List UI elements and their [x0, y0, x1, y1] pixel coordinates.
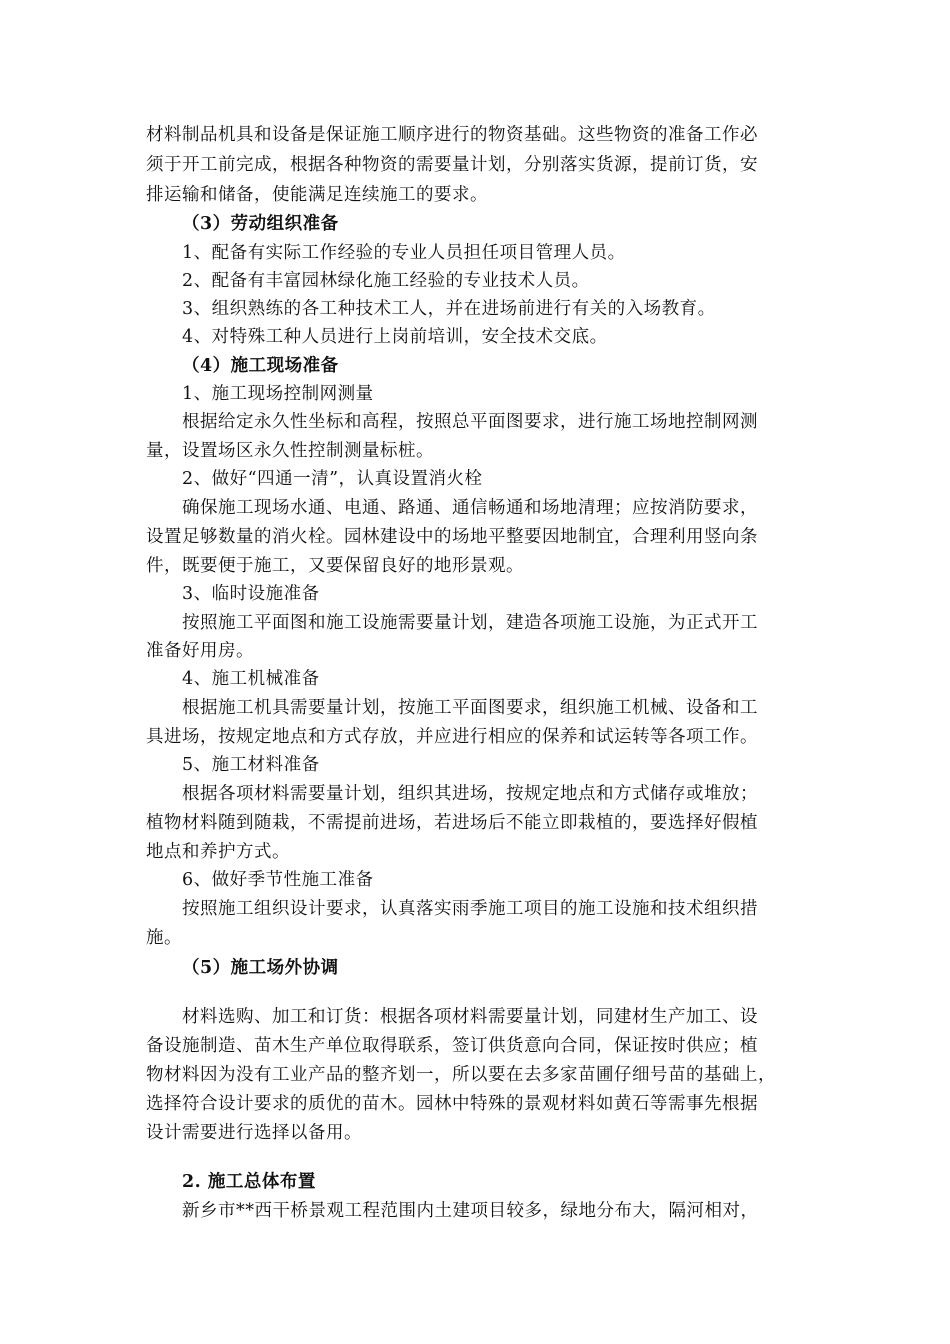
paragraph-line: 设置足够数量的消火栓。园林建设中的场地平整要因地制宜，合理利用竖向条	[146, 527, 758, 547]
subheading: 4、施工机械准备	[182, 669, 320, 689]
paragraph-line: 设计需要进行选择以备用。	[146, 1123, 362, 1143]
section-heading: （3）劳动组织准备	[182, 214, 339, 234]
paragraph-line: 根据各项材料需要量计划，组织其进场，按规定地点和方式储存或堆放；	[182, 784, 758, 804]
paragraph-line: 按照施工组织设计要求，认真落实雨季施工项目的施工设施和技术组织措	[182, 899, 758, 919]
paragraph-line: 地点和养护方式。	[146, 842, 290, 862]
subheading: 3、临时设施准备	[182, 584, 320, 604]
section-heading: （4）施工现场准备	[182, 356, 339, 376]
paragraph-line: 量，设置场区永久性控制测量标桩。	[146, 441, 434, 461]
paragraph-line: 材料制品机具和设备是保证施工顺序进行的物资基础。这些物资的准备工作必	[146, 125, 758, 145]
paragraph-line: 物材料因为没有工业产品的整齐划一，所以要在去多家苗圃仔细号苗的基础上，	[146, 1065, 776, 1085]
paragraph-line: 须于开工前完成，根据各种物资的需要量计划，分别落实货源，提前订货，安	[146, 155, 758, 175]
paragraph-line: 准备好用房。	[146, 641, 254, 661]
paragraph-line: 排运输和储备，使能满足连续施工的要求。	[146, 185, 488, 205]
paragraph-line: 选择符合设计要求的质优的苗木。园林中特殊的景观材料如黄石等需事先根据	[146, 1094, 758, 1114]
paragraph-line: 具进场，按规定地点和方式存放，并应进行相应的保养和试运转等各项工作。	[146, 727, 758, 747]
paragraph-line: 备设施制造、苗木生产单位取得联系，签订供货意向合同，保证按时供应；植	[146, 1036, 758, 1056]
list-item: 4、对特殊工种人员进行上岗前培训，安全技术交底。	[182, 327, 608, 347]
subheading: 5、施工材料准备	[182, 755, 320, 775]
paragraph-line: 确保施工现场水通、电通、路通、通信畅通和场地清理；应按消防要求，	[182, 498, 758, 518]
paragraph-line: 新乡市**西干桥景观工程范围内土建项目较多，绿地分布大，隔河相对，	[182, 1201, 759, 1221]
paragraph-line: 施。	[146, 928, 182, 948]
paragraph-line: 植物材料随到随栽，不需提前进场，若进场后不能立即栽植的，要选择好假植	[146, 813, 758, 833]
subheading: 1、施工现场控制网测量	[182, 384, 374, 404]
paragraph-line: 根据给定永久性坐标和高程，按照总平面图要求，进行施工场地控制网测	[182, 412, 758, 432]
list-item: 2、配备有丰富园林绿化施工经验的专业技术人员。	[182, 271, 590, 291]
paragraph-line: 根据施工机具需要量计划，按施工平面图要求，组织施工机械、设备和工	[182, 698, 758, 718]
paragraph-line: 按照施工平面图和施工设施需要量计划，建造各项施工设施，为正式开工	[182, 613, 758, 633]
subheading: 2、做好“四通一清”，认真设置消火栓	[182, 469, 483, 489]
list-item: 3、组织熟练的各工种技术工人，并在进场前进行有关的入场教育。	[182, 299, 716, 319]
section-heading: 2. 施工总体布置	[182, 1172, 316, 1192]
section-heading: （5）施工场外协调	[182, 958, 339, 978]
paragraph-line: 件，既要便于施工，又要保留良好的地形景观。	[146, 556, 524, 576]
subheading: 6、做好季节性施工准备	[182, 870, 374, 890]
list-item: 1、配备有实际工作经验的专业人员担任项目管理人员。	[182, 243, 626, 263]
paragraph-line: 材料选购、加工和订货：根据各项材料需要量计划，同建材生产加工、设	[182, 1007, 758, 1027]
